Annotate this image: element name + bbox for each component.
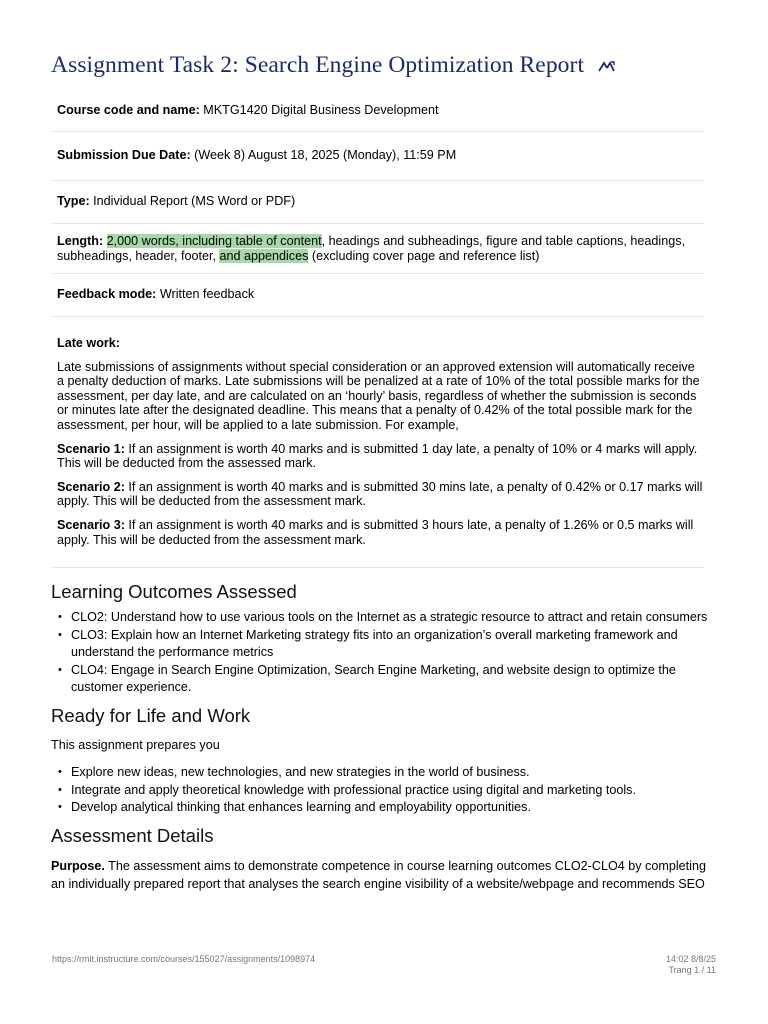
separator [52,567,704,568]
scenario-2-text: If an assignment is worth 40 marks and is submitted 30 mins late, a penalty of 0.42% or 0.17 marks will apply. This will be deducted from the assessment mark. [57,479,703,509]
list-item: • Explore new ideas, new technologies, and new strategies in the world of business. [71,764,731,782]
late-work-text: Late submissions of assignments without special consideration or an approved extension will automatically receive a penalty deduction of marks. Late submissions will be penalized at a rate of 10% of the total possible marks for the assessment, per day late, and are calculated on an ‘hourly’ basis, regardless of whether the submission is seconds or minutes late after the designated deadline. This means that a penalty of 0.42% of the total possible mark for the assessment, per hour, will be applied to a late submission. For example, [57,359,700,432]
scenario-1-label: Scenario 1: [57,441,125,456]
list-item: • CLO3: Explain how an Internet Marketing strategy fits into an organization’s overall marketing framework and understand the performance metrics [71,627,731,662]
ready-intro: This assignment prepares you [51,738,220,752]
list-item: • CLO2: Understand how to use various tools on the Internet as a strategic resource to attract and retain consumers [71,609,731,627]
scenario-3-text: If an assignment is worth 40 marks and is submitted 3 hours late, a penalty of 1.26% or 0.5 marks will apply. This will be deducted from the assessment mark. [57,517,694,547]
scenario-1-text: If an assignment is worth 40 marks and is submitted 1 day late, a penalty of 10% or 4 marks will apply. This will be deducted from the assessed mark. [57,441,698,471]
length-end: (excluding cover page and reference list) [308,248,540,263]
type-label: Type: [57,194,90,208]
course-value: MKTG1420 Digital Business Development [199,103,439,117]
length-highlight-words: 2,000 words, including table of content [106,234,322,248]
length-highlight-appendices: and appendices [219,248,309,263]
assignment-icon [598,60,616,74]
purpose-paragraph [51,858,711,893]
late-work-label: Late work: [57,336,120,350]
separator [52,316,704,317]
separator [52,273,704,274]
feedback-label: Feedback mode: [57,287,157,301]
due-date-value: (Week 8) August 18, 2025 (Monday), 11:59 PM [190,148,457,162]
separator [52,180,704,181]
length-middle: , headings and subheadings, figure and table captions, headings, subheadings, header, footer, [57,234,686,263]
ready-list [51,764,731,817]
type-value: Individual Report (MS Word or PDF) [89,194,296,208]
ready-for-life-heading: Ready for Life and Work [51,705,251,726]
purpose-text: The assessment aims to demonstrate competence in course learning outcomes CLO2-CLO4 by completing an individually prepared report that analyses the search engine visibility of a website/webpage and recommends SEO [51,859,706,891]
length-row [52,234,704,263]
scenario-2-label: Scenario 2: [57,479,125,494]
list-item: • Integrate and apply theoretical knowledge with professional practice using digital and marketing tools. [71,782,731,800]
list-item: • Develop analytical thinking that enhances learning and employability opportunities. [71,799,731,817]
purpose-label: Purpose. [51,859,105,873]
learning-outcomes-list [51,609,731,697]
learning-outcomes-heading: Learning Outcomes Assessed [51,581,297,602]
scenario-3-label: Scenario 3: [57,517,125,532]
due-date-label: Submission Due Date: [57,148,191,162]
length-label: Length: [57,234,104,248]
footer-url: https://rmit.instructure.com/courses/155027/assignments/1098974 [52,954,316,964]
page-title [51,52,616,79]
course-label: Course code and name: [57,103,200,117]
separator [52,223,704,224]
feedback-value: Written feedback [156,287,255,301]
late-work-row [52,336,704,556]
separator [52,131,704,132]
scenario-1 [57,442,704,471]
due-date-row [52,148,704,163]
scenario-2 [57,480,704,509]
type-row [52,194,704,209]
course-row [52,103,704,118]
footer-datetime: 14:02 8/8/25 [665,954,716,964]
footer-page-number: Trang 1 / 11 [668,965,716,975]
assessment-details-heading: Assessment Details [51,825,214,846]
page-title-text: Assignment Task 2: Search Engine Optimization Report [51,52,585,78]
scenario-3 [57,518,704,547]
list-item: • CLO4: Engage in Search Engine Optimization, Search Engine Marketing, and website design to optimize the customer experience. [71,662,731,697]
feedback-row [52,287,704,302]
